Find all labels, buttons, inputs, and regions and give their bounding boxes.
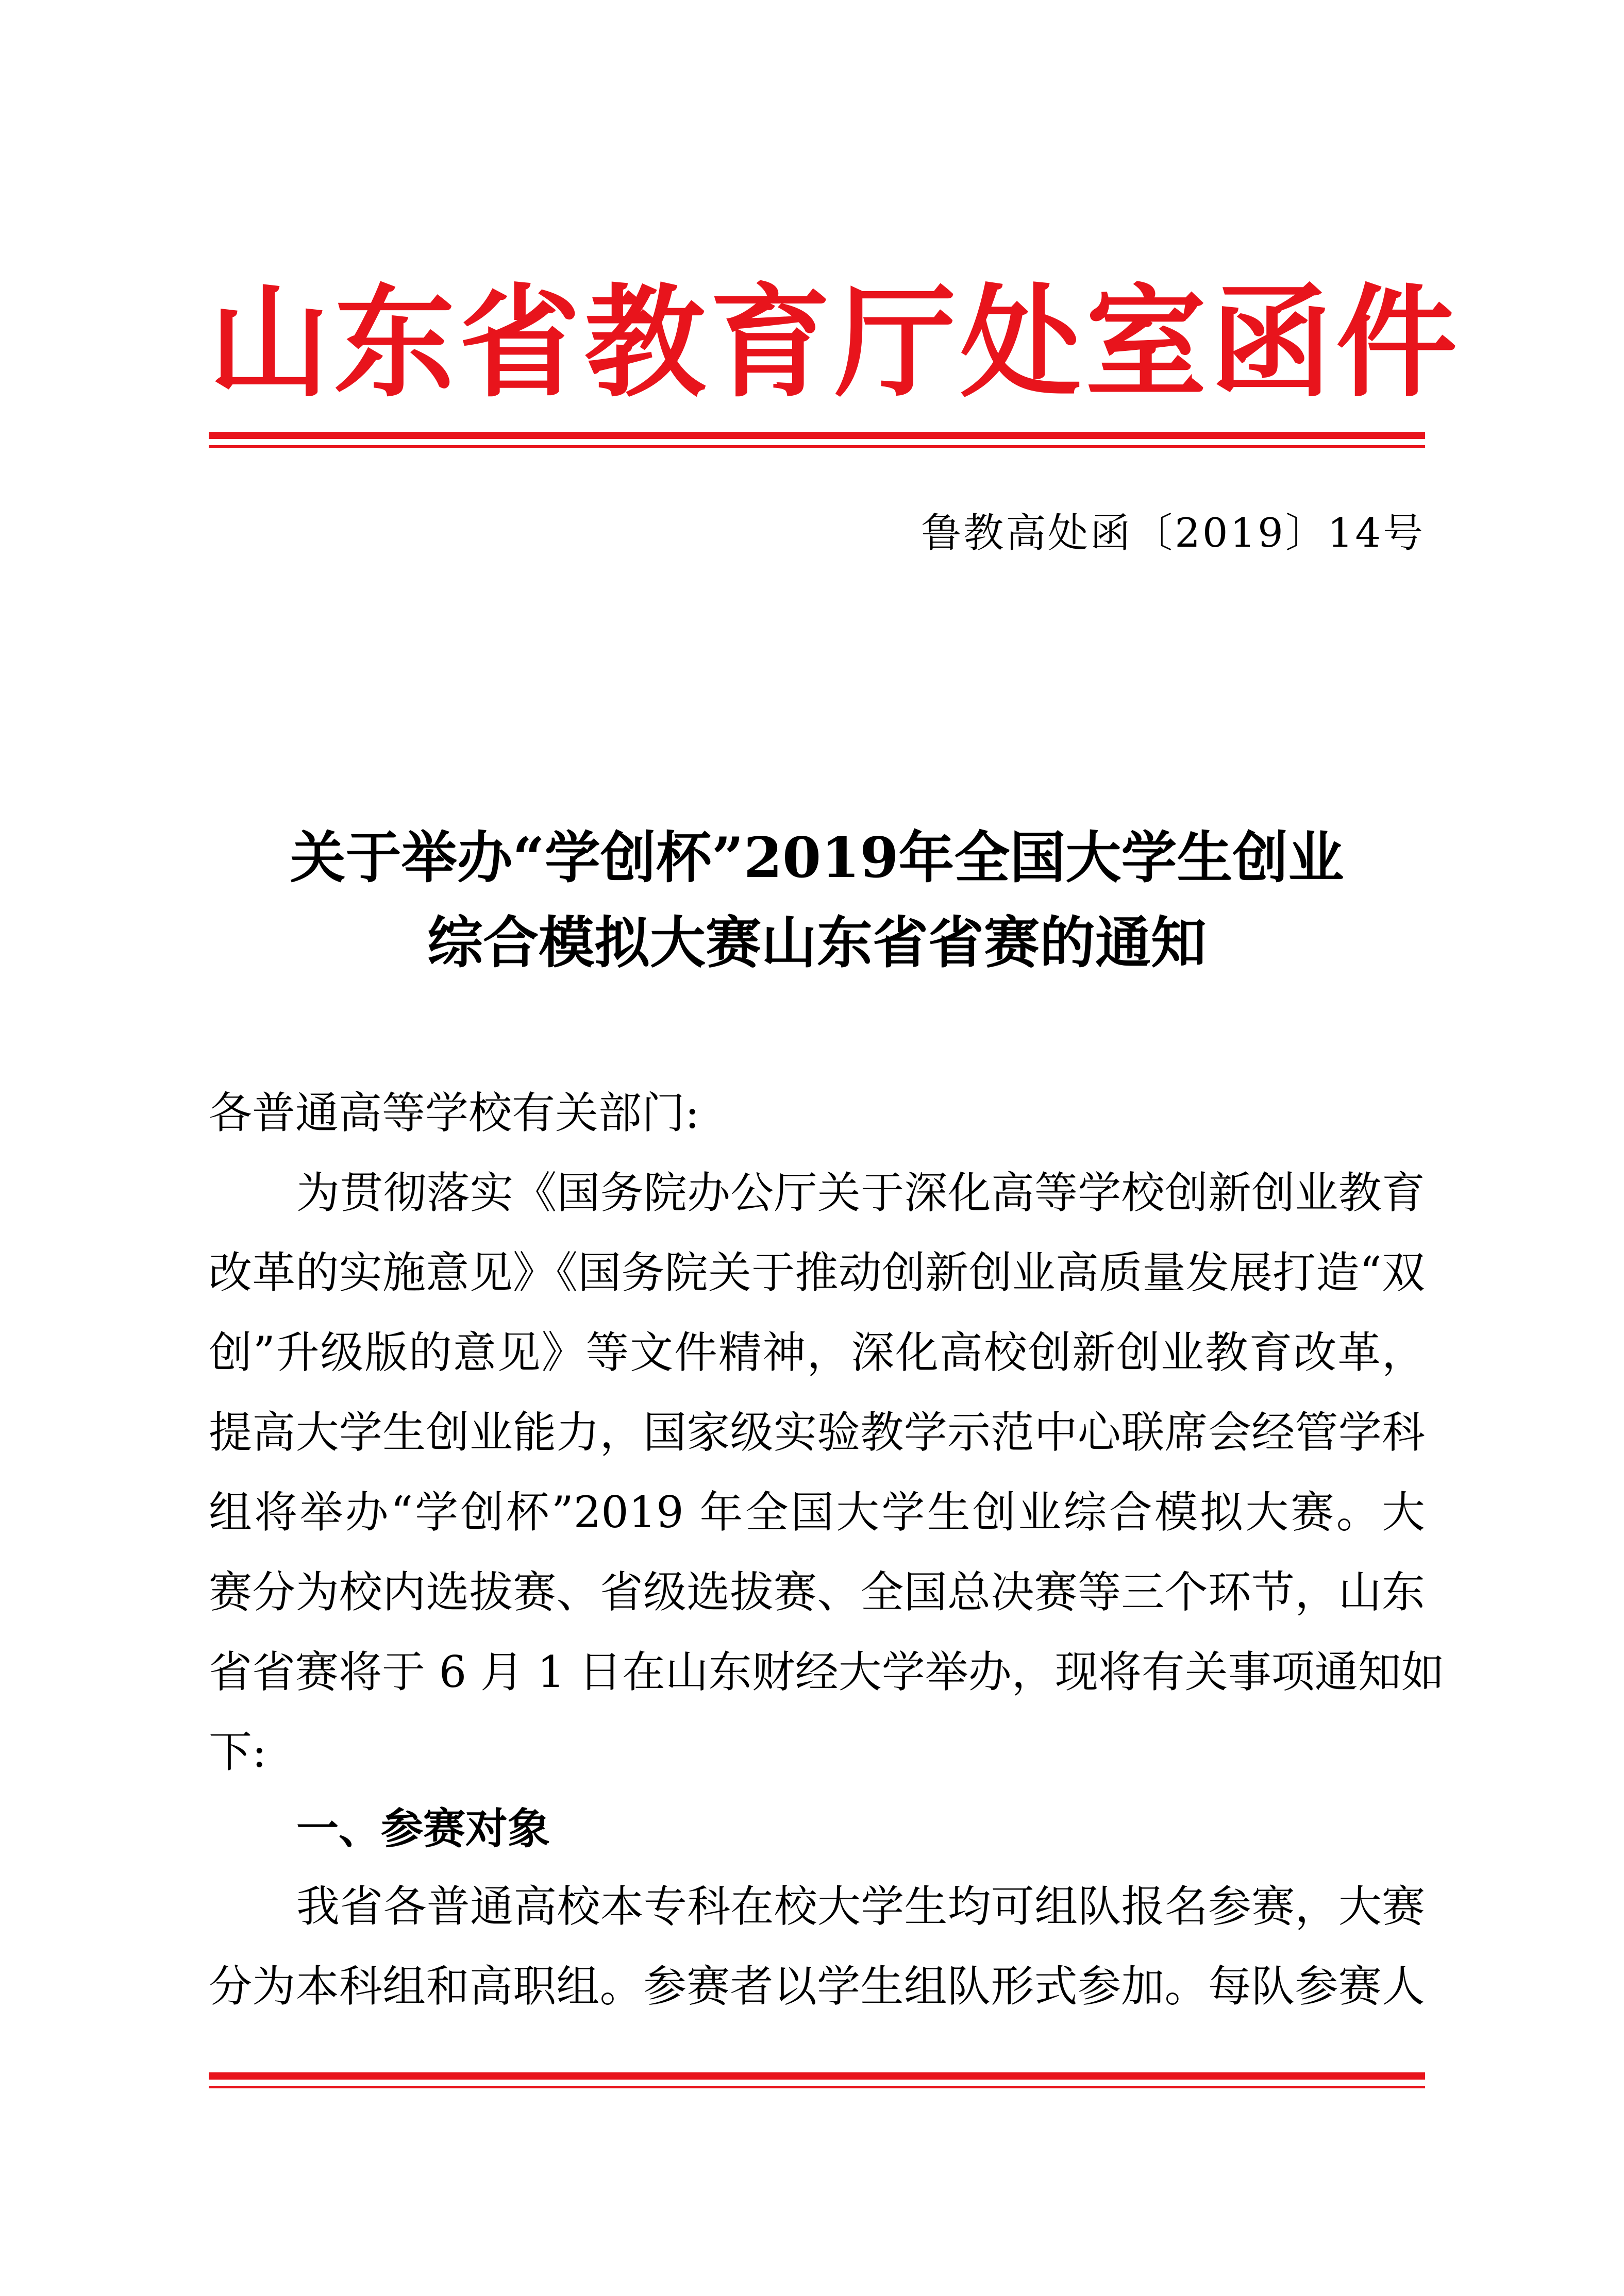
paragraph-line: 提高大学生创业能力，国家级实验教学示范中心联席会经管学科 xyxy=(209,1407,1425,1458)
paragraph-line: 我省各普通高校本专科在校大学生均可组队报名参赛，大赛 xyxy=(296,1881,1425,1932)
footer-rule-thick xyxy=(209,2072,1425,2080)
salutation: 各普通高等学校有关部门: xyxy=(209,1088,700,1138)
letterhead-rule-thin xyxy=(209,445,1425,448)
paragraph-line: 省省赛将于 6 月 1 日在山东财经大学举办，现将有关事项通知如 xyxy=(209,1647,1445,1697)
paragraph-line: 为贯彻落实《国务院办公厅关于深化高等学校创新创业教育 xyxy=(296,1168,1425,1218)
paragraph-line: 分为本科组和高职组。参赛者以学生组队形式参加。每队参赛人 xyxy=(209,1961,1425,2012)
paragraph-line: 下: xyxy=(209,1727,267,1777)
paragraph-line: 创”升级版的意见》等文件精神，深化高校创新创业教育改革， xyxy=(209,1327,1425,1378)
letterhead-rule-thick xyxy=(209,432,1425,439)
section-heading-participants: 一、参赛对象 xyxy=(296,1804,550,1853)
paragraph-line: 改革的实施意见》《国务院关于推动创新创业高质量发展打造“双 xyxy=(209,1247,1425,1298)
letterhead-title: 山东省教育厅处室函件 xyxy=(209,272,1461,414)
document-title-line-1: 关于举办“学创杯”2019年全国大学生创业 xyxy=(290,825,1344,890)
document-number: 鲁教高处函〔2019〕14号 xyxy=(921,510,1425,556)
footer-rule-thin xyxy=(209,2086,1425,2088)
paragraph-line: 组将举办“学创杯”2019 年全国大学生创业综合模拟大赛。大 xyxy=(209,1487,1425,1538)
paragraph-line: 赛分为校内选拔赛、省级选拔赛、全国总决赛等三个环节，山东 xyxy=(209,1567,1425,1617)
document-title-line-2: 综合模拟大赛山东省省赛的通知 xyxy=(427,910,1207,975)
